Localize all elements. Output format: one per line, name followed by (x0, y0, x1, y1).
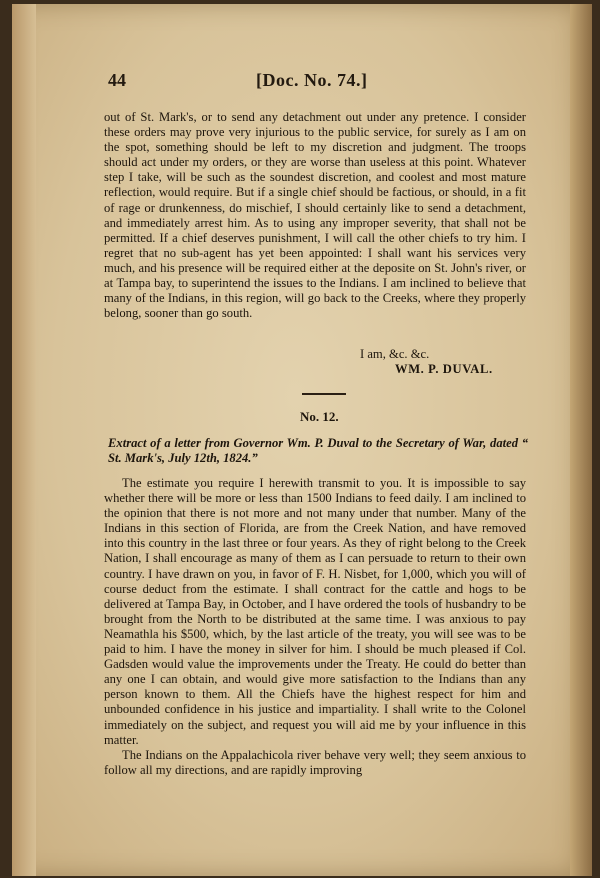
letter-signature: WM. P. DUVAL. (395, 362, 493, 376)
document-reference: [Doc. No. 74.] (256, 70, 368, 90)
letter-paragraph: The estimate you require I herewith transmit to you. It is impossible to say whether there will be more or less than 1500 Indians to feed daily. I am inclined to the opinion that there is not more and not many under that number. Many of the Indians in this section of Florida, are from the Creek Nation, and have removed into this country in the last three or four years. As they of right belong to the Creek Nation, I shall encourage as many of them as I can persuade to return to their own country. I have drawn on you, in favor of F. H. Nisbet, for 1,000, which you will of course deduct from the estimate. I shall contract for the cattle and hogs to be delivered at Tampa Bay, in October, and I have ordered the tools of husbandry to be brought from the North to be distributed at the same time. I was anxious to pay Neamathla his $500, which, by the last article of the treaty, you will see was to be paid to him. I have the money in silver for him. I should be much pleased if Col. Gadsden would value the improvements under the Treaty. He could do better than any one I can obtain, and would give more satisfaction to the Indians than any person known to them. All the Chiefs have the highest respect for him and unbounded confidence in his justice and impartiality. I shall write to the Colonel immediately on the subject, and request you will aid me by your influence in this matter. (104, 476, 526, 747)
section-divider (302, 393, 346, 395)
page-number: 44 (108, 70, 126, 90)
letter-continuation-paragraph (104, 110, 526, 321)
page-header (108, 70, 542, 92)
paragraph-text: out of St. Mark's, or to send any detachment out under any pretence. I consider these orders may prove very injurious to the public service, for surely as I am on the spot, something should be left to my discretion and judgment. The troops should act under my orders, or they are worse than useless at this point. Whatever step I take, will be such as the soundest discretion, and coolest and most mature reflection, would require. But if a single chief should be factious, or should, in a fit of rage or drunkenness, do mischief, I should certainly like to send a detachment, and immediately arrest him. As to using any improper severity, that shall not be permitted. If a chief deserves punishment, I will call the other chiefs to try him. I regret that no sub-agent has yet been appointed: I shall want his services very much, and his presence will be required either at the deposite on St. John's river, or at Tampa bay, to superintend the issues to the Indians. I am inclined to believe that many of the Indians, in this region, will go back to the Creeks, where they properly belong, sooner than go south. (104, 110, 526, 321)
letter-closing: I am, &c. &c. (360, 347, 430, 361)
page-gutter-shadow (12, 4, 36, 876)
document-page (12, 4, 578, 876)
letter-body (104, 476, 526, 778)
letter-paragraph: The Indians on the Appalachicola river behave very well; they seem anxious to follow all my directions, and are rapidly improving (104, 747, 526, 777)
extract-title: Extract of a letter from Governor Wm. P. Duval to the Secretary of War, dated “ St. Mark's, July 12th, 1824.” (108, 436, 528, 465)
section-heading: No. 12. (300, 409, 339, 424)
page-edge-stack (570, 4, 592, 876)
